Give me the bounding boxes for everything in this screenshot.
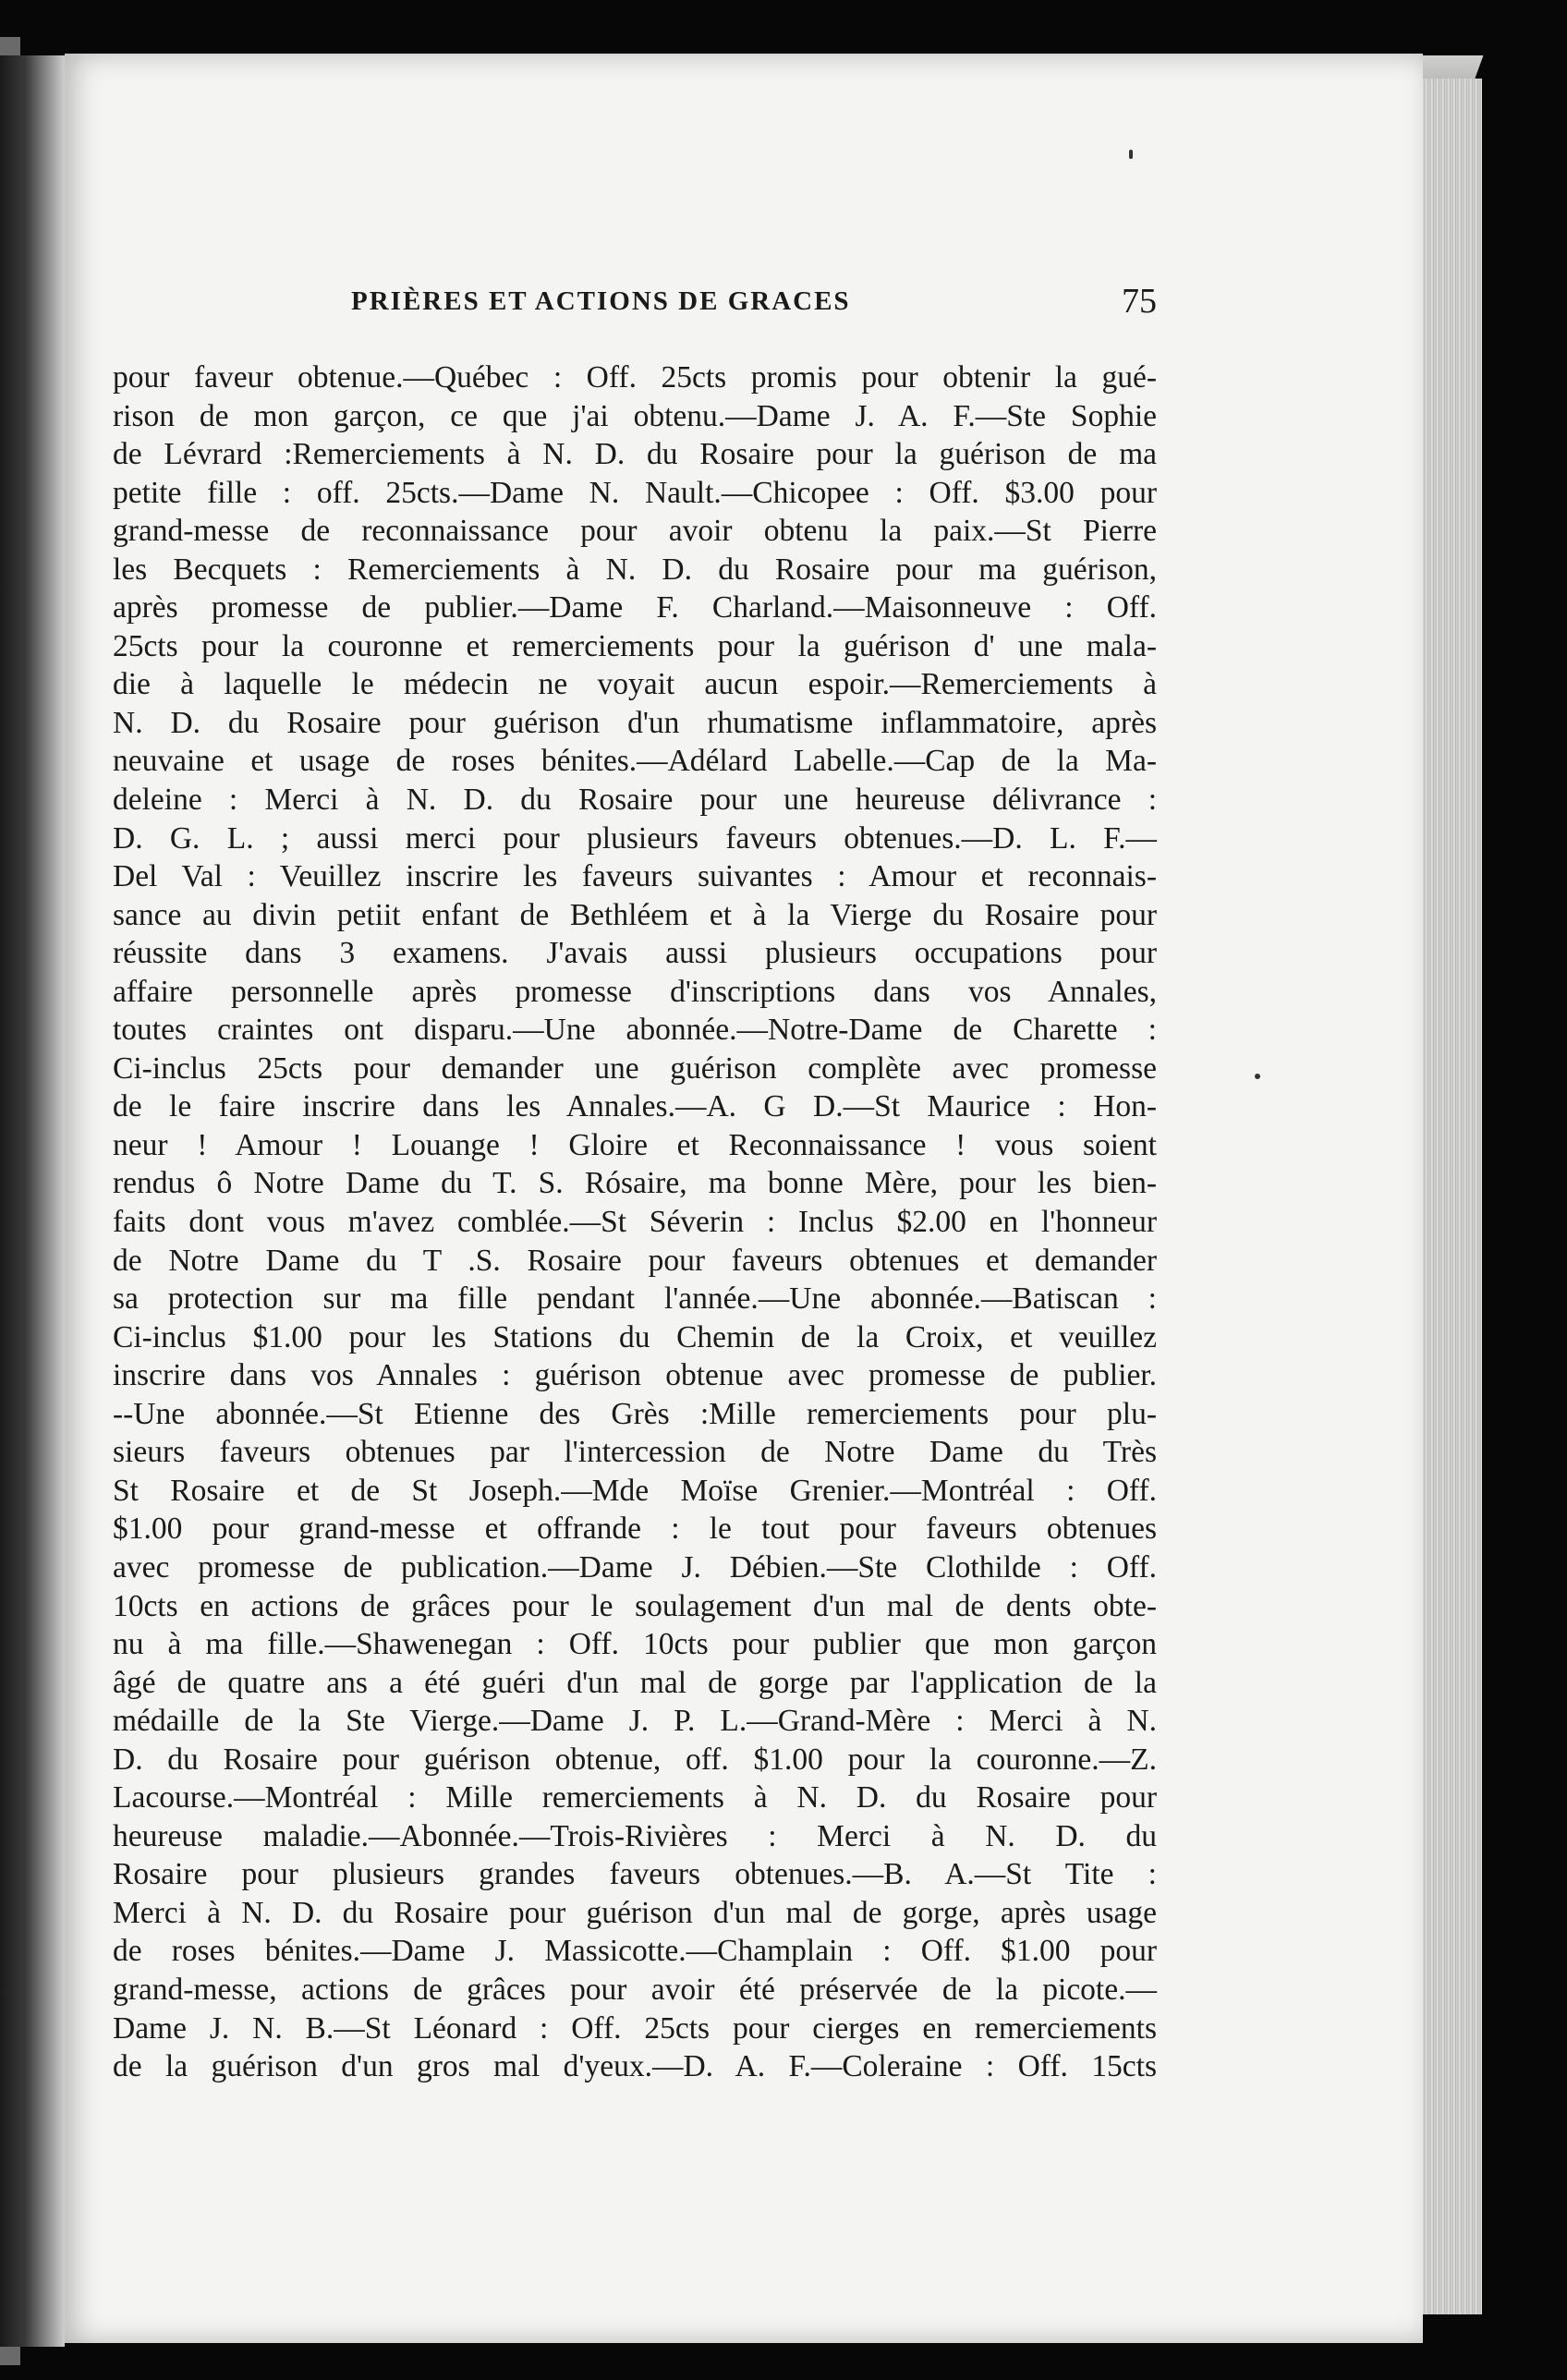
text-line: Merci à N. D. du Rosaire pour guérison d'un mal de gorge, après usage (113, 1895, 1157, 1930)
text-line: D. G. L. ; aussi merci pour plusieurs faveurs obtenues.—D. L. F.— (113, 820, 1157, 856)
text-line: neuvaine et usage de roses bénites.—Adélard Labelle.—Cap de la Ma- (113, 744, 1157, 779)
body-text (113, 358, 1157, 2086)
text-line: rendus ô Notre Dame du T. S. Rósaire, ma bonne Mère, pour les bien- (113, 1166, 1157, 1201)
text-line: avec promesse de publication.—Dame J. Débien.—Ste Clothilde : Off. (113, 1549, 1157, 1585)
text-line: 25cts pour la couronne et remerciements pour la guérison d' une mala- (113, 628, 1157, 663)
text-line: inscrire dans vos Annales : guérison obtenue avec promesse de publier. (113, 1358, 1157, 1393)
text-line: sa protection sur ma fille pendant l'année.—Une abonnée.—Batiscan : (113, 1281, 1157, 1317)
text-line: petite fille : off. 25cts.—Dame N. Nault.—Chicopee : Off. $3.00 pour (113, 475, 1157, 510)
text-line: sance au divin petiit enfant de Bethléem et à la Vierge du Rosaire pour (113, 897, 1157, 932)
text-line: Ci-inclus $1.00 pour les Stations du Chemin de la Croix, et veuillez (113, 1319, 1157, 1354)
text-line: neur ! Amour ! Louange ! Gloire et Reconnaissance ! vous soient (113, 1127, 1157, 1162)
text-line: de le faire inscrire dans les Annales.—A. G D.—St Maurice : Hon- (113, 1089, 1157, 1124)
text-line: faits dont vous m'avez comblée.—St Séverin : Inclus $2.00 en l'honneur (113, 1205, 1157, 1240)
text-line: Rosaire pour plusieurs grandes faveurs obtenues.—B. A.—St Tite : (113, 1857, 1157, 1892)
text-line: sieurs faveurs obtenues par l'intercession de Notre Dame du Très (113, 1435, 1157, 1470)
text-line: rison de mon garçon, ce que j'ai obtenu.—Dame J. A. F.—Ste Sophie (113, 398, 1157, 433)
page-header (113, 277, 1157, 333)
text-line: affaire personnelle après promesse d'inscriptions dans vos Annales, (113, 974, 1157, 1009)
text-line: --Une abonnée.—St Etienne des Grès :Mille remerciements pour plu- (113, 1396, 1157, 1431)
text-line: St Rosaire et de St Joseph.—Mde Moïse Grenier.—Montréal : Off. (113, 1473, 1157, 1508)
text-line: Del Val : Veuillez inscrire les faveurs suivantes : Amour et reconnais- (113, 859, 1157, 894)
text-line: médaille de la Ste Vierge.—Dame J. P. L.—Grand-Mère : Merci à N. (113, 1704, 1157, 1739)
text-line: Lacourse.—Montréal : Mille remerciements à N. D. du Rosaire pour (113, 1780, 1157, 1815)
page-number: 75 (1122, 282, 1157, 321)
text-line: de la guérison d'un gros mal d'yeux.—D. A. F.—Coleraine : Off. 15cts (113, 2049, 1157, 2084)
text-line: de roses bénites.—Dame J. Massicotte.—Champlain : Off. $1.00 pour (113, 1934, 1157, 1969)
text-line: $1.00 pour grand-messe et offrande : le tout pour faveurs obtenues (113, 1512, 1157, 1547)
text-line: D. du Rosaire pour guérison obtenue, off. $1.00 pour la couronne.—Z. (113, 1742, 1157, 1777)
text-line: pour faveur obtenue.—Québec : Off. 25cts promis pour obtenir la gué- (113, 360, 1157, 395)
text-line: die à laquelle le médecin ne voyait aucun espoir.—Remerciements à (113, 667, 1157, 702)
text-line: 10cts en actions de grâces pour le soulagement d'un mal de dents obte- (113, 1588, 1157, 1623)
book-gutter (0, 55, 65, 2347)
text-line: âgé de quatre ans a été guéri d'un mal de gorge par l'application de la (113, 1665, 1157, 1700)
text-line: après promesse de publier.—Dame F. Charland.—Maisonneuve : Off. (113, 590, 1157, 625)
page-stack-edge (1414, 79, 1482, 2314)
running-title: PRIÈRES ET ACTIONS DE GRACES (351, 286, 851, 316)
scan-mark (1129, 150, 1133, 159)
scan-speck (1255, 1074, 1260, 1079)
page-content (113, 277, 1157, 2086)
text-line: Ci-inclus 25cts pour demander une guérison complète avec promesse (113, 1050, 1157, 1086)
text-line: les Becquets : Remerciements à N. D. du Rosaire pour ma guérison, (113, 552, 1157, 587)
text-line: toutes craintes ont disparu.—Une abonnée.—Notre-Dame de Charette : (113, 1013, 1157, 1048)
text-line: deleine : Merci à N. D. du Rosaire pour une heureuse délivrance : (113, 783, 1157, 818)
text-line: de Notre Dame du T .S. Rosaire pour faveurs obtenues et demander (113, 1243, 1157, 1278)
text-line: N. D. du Rosaire pour guérison d'un rhumatisme inflammatoire, après (113, 705, 1157, 740)
text-line: heureuse maladie.—Abonnée.—Trois-Rivières : Merci à N. D. du (113, 1818, 1157, 1853)
text-line: nu à ma fille.—Shawenegan : Off. 10cts pour publier que mon garçon (113, 1627, 1157, 1662)
text-line: grand-messe, actions de grâces pour avoir été préservée de la picote.— (113, 1972, 1157, 2007)
text-line: réussite dans 3 examens. J'avais aussi plusieurs occupations pour (113, 936, 1157, 971)
text-line: de Lévrard :Remerciements à N. D. du Rosaire pour la guérison de ma (113, 437, 1157, 472)
text-line: Dame J. N. B.—St Léonard : Off. 25cts pour cierges en remerciements (113, 2010, 1157, 2046)
text-line: grand-messe de reconnaissance pour avoir obtenu la paix.—St Pierre (113, 514, 1157, 549)
